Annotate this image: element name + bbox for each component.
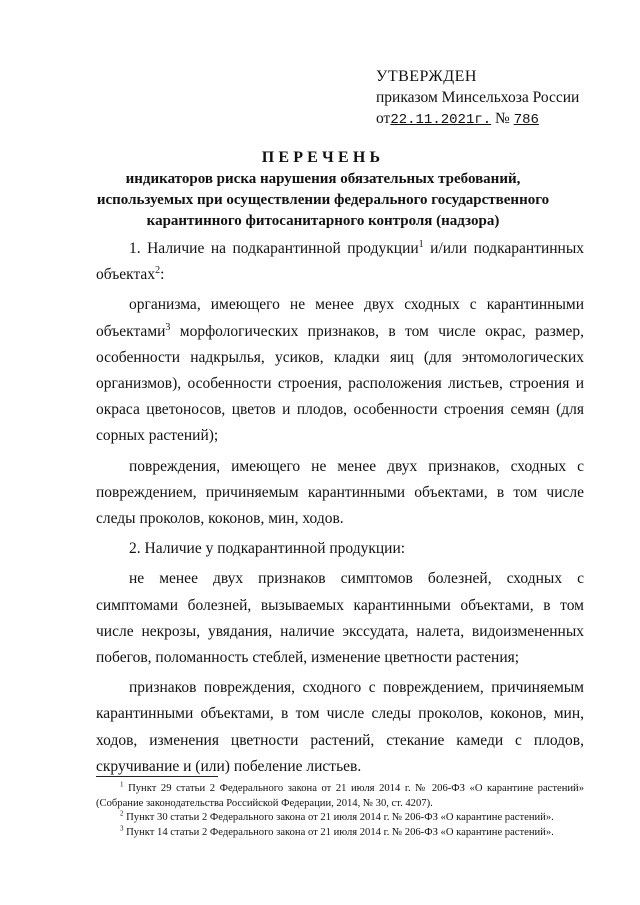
footnote-item (96, 782, 584, 811)
approval-order: приказом Минсельхоза России (376, 89, 580, 106)
footnote-item (96, 811, 584, 826)
approval-date: 22.11.2021г. (390, 112, 492, 128)
paragraph-damage-signs: признаков повреждения, сходного с повреждением, причиняемым карантинными объектами, в том числе следы проколов, коконов, мин, ходов, изменения цветности растений, стекание камеди с плодов, скручивание и (или) побеление листьев. (96, 679, 584, 775)
approval-block (376, 66, 579, 131)
item-1-text-c: : (160, 266, 165, 284)
approval-title: УТВЕРЖДЕН (376, 68, 477, 85)
paragraph-organism-b: морфологических признаков, в том числе окрас, размер, особенности надкрылья, усиков, кладки яиц (для энтомологических организмов), особенности строения, расположения листьев, строения и окраса цветоносов, цветов и плодов, особенности строения семян (для сорных растений); (96, 322, 584, 445)
paragraph-damage: повреждения, имеющего не менее двух признаков, сходных с повреждением, причиняемым карантинными объектами, в том числе следы проколов, коконов, мин, ходов. (96, 457, 584, 528)
title-sub-line: карантинного фитосанитарного контроля (надзора) (146, 213, 500, 229)
item-1-text-b: и/или подкарантинных объектах (96, 240, 584, 284)
footnote-text: Пункт 29 статьи 2 Федерального закона от 21 июля 2014 г. № 206-ФЗ «О карантине растений» (Собрание законодательства Российской Федерации, 2014, № 30, ст. 4207). (96, 783, 584, 809)
footnote-ref: 2 (155, 265, 161, 277)
document-body (96, 236, 584, 784)
title-main: ПЕРЕЧЕНЬ (261, 149, 385, 166)
footnote-ref: 1 (418, 238, 424, 250)
footnote-text: Пункт 14 статьи 2 Федерального закона от 21 июля 2014 г. № 206-ФЗ «О карантине растений». (123, 826, 554, 838)
paragraph-organism-a: организма, имеющего не менее двух сходных с карантинными объектами (96, 296, 584, 340)
title-sub-line: индикаторов риска нарушения обязательных требований, (125, 171, 521, 187)
paragraph-symptoms: не менее двух признаков симптомов болезней, сходных с симптомами болезней, вызываемых карантинными объектами, в том числе некрозы, увядания, наличие экссудата, налета, видоизмененных побегов, поломанность стеблей, изменение цветности растения; (96, 570, 584, 667)
approval-date-line (376, 108, 579, 131)
footnote-divider (96, 776, 218, 777)
footnote-number: 1 (120, 780, 124, 789)
approval-from: от (376, 110, 391, 127)
item-2-heading: 2. Наличие у подкарантинной продукции: (129, 540, 406, 558)
title-sub-line: используемых при осуществлении федерального государственного (96, 192, 550, 208)
document-title (80, 147, 566, 232)
approval-number-sign: № (495, 110, 510, 127)
paragraph-organism (96, 292, 584, 449)
approval-number: 786 (513, 112, 539, 128)
item-1-text-a: 1. Наличие на подкарантинной продукции (129, 240, 419, 257)
footnote-number: 2 (120, 809, 124, 818)
footnote-text: Пункт 30 статьи 2 Федерального закона от 21 июля 2014 г. № 206-ФЗ «О карантине растений». (123, 812, 554, 823)
footnotes (96, 782, 584, 840)
footnote-ref: 3 (165, 321, 171, 333)
item-1-heading (96, 236, 584, 288)
footnote-item (96, 823, 584, 841)
footnote-number: 3 (120, 823, 124, 832)
